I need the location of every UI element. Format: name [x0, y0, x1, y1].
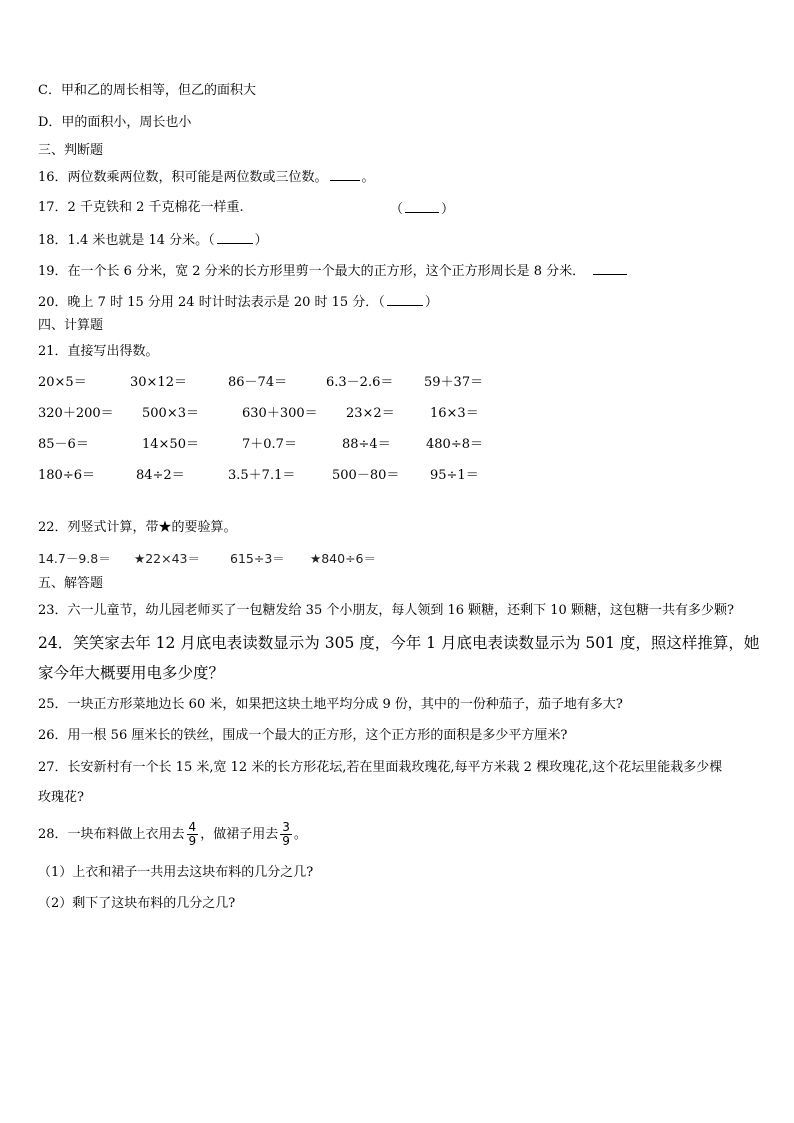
question-27-line1: 27．长安新村有一个长 15 米,宽 12 米的长方形花坛,若在里面栽玫瑰花,每平方米栽 2 棵玫瑰花,这个花坛里能栽多少棵 [38, 760, 723, 775]
question-27-line2: 玫瑰花? [38, 790, 84, 805]
vertical-calc-item: 14.7－9.8＝ [38, 551, 111, 566]
fraction-four-ninths [187, 821, 199, 848]
answer-blank[interactable] [387, 293, 423, 306]
question-16-end: 。 [361, 170, 375, 185]
fraction-numerator: 3 [282, 820, 290, 834]
fraction-denominator: 9 [188, 834, 197, 848]
question-21: 21．直接写出得数。 [38, 344, 159, 359]
paren-open: （ [390, 202, 404, 217]
calc-item: 320＋200＝ [38, 406, 114, 421]
question-26: 26．用一根 56 厘米长的铁丝，围成一个最大的正方形，这个正方形的面积是多少平方厘米? [38, 728, 568, 743]
question-24-line1: 24．笑笑家去年 12 月底电表读数显示为 305 度，今年 1 月底电表读数显示为 501 度，照这样推算，她 [38, 634, 760, 652]
question-28 [38, 820, 307, 850]
calc-item: 30×12＝ [130, 375, 187, 390]
calc-item: 95÷1＝ [430, 468, 479, 483]
vertical-calc-item: 615÷3＝ [230, 551, 285, 566]
calc-row [38, 375, 758, 391]
calc-row [38, 406, 758, 422]
calc-item: 500－80＝ [332, 468, 400, 483]
question-20-text: 20．晚上 7 时 15 分用 24 时计时法表示是 20 时 15 分．（ [38, 295, 385, 310]
question-22: 22．列竖式计算，带★的要验算。 [38, 520, 237, 535]
answer-paren [390, 200, 454, 218]
fraction-denominator: 9 [282, 834, 290, 848]
option-d: D．甲的面积小，周长也小 [38, 115, 192, 130]
calc-item: 85－6＝ [38, 437, 89, 452]
question-23: 23．六一儿童节，幼儿园老师买了一包糖发给 35 个小朋友，每人领到 16 颗糖，还剩下 10 颗糖，这包糖一共有多少颗? [38, 603, 734, 618]
question-16-text: 16．两位数乘两位数，积可能是两位数或三位数。 [38, 170, 328, 185]
question-28-text-b: ，做裙子用去 [200, 827, 279, 842]
question-25: 25．一块正方形菜地边长 60 米，如果把这块土地平均分成 9 份，其中的一份种茄子，茄子地有多大? [38, 697, 623, 712]
question-18-text: 18．1.4 米也就是 14 分米。（ [38, 233, 215, 248]
fraction-numerator: 4 [188, 820, 197, 834]
section-title-judgment: 三、判断题 [38, 143, 104, 158]
calc-item: 59＋37＝ [424, 375, 484, 390]
calc-item: 16×3＝ [430, 406, 479, 421]
calc-row [38, 437, 758, 453]
calc-row [38, 468, 758, 484]
answer-blank[interactable] [593, 262, 627, 275]
question-20 [38, 293, 438, 311]
question-18-end: ） [254, 233, 268, 248]
calc-item: 500×3＝ [142, 406, 199, 421]
question-18 [38, 231, 268, 249]
answer-blank[interactable] [217, 231, 253, 244]
calc-item: 20×5＝ [38, 375, 87, 390]
question-28-sub2: （2）剩下了这块布料的几分之几? [38, 896, 236, 911]
answer-blank[interactable] [330, 168, 360, 181]
calc-item: 84÷2＝ [136, 468, 185, 483]
section-title-word-problems: 五、解答题 [38, 576, 104, 591]
calc-item: 180÷6＝ [38, 468, 95, 483]
paren-close: ） [441, 202, 455, 217]
question-17 [38, 200, 458, 216]
vertical-calc-item: ★840÷6＝ [310, 551, 376, 566]
question-20-end: ） [424, 295, 438, 310]
question-28-text-c: 。 [293, 827, 307, 842]
question-19 [38, 262, 629, 280]
calc-item: 14×50＝ [142, 437, 199, 452]
answer-blank[interactable] [405, 200, 439, 213]
calc-item: 7＋0.7＝ [242, 437, 297, 452]
vertical-calc-item: ★22×43＝ [134, 551, 200, 566]
calc-item: 86－74＝ [228, 375, 288, 390]
calc-item: 88÷4＝ [342, 437, 391, 452]
calc-item: 630＋300＝ [242, 406, 318, 421]
question-28-text-a: 28．一块布料做上衣用去 [38, 827, 185, 842]
question-28-sub1: （1）上衣和裙子一共用去这块布料的几分之几? [38, 865, 314, 880]
question-19-text: 19．在一个长 6 分米，宽 2 分米的长方形里剪一个最大的正方形，这个正方形周长是 8 分米． [38, 264, 586, 279]
question-24-line2: 家今年大概要用电多少度？ [38, 664, 225, 682]
section-title-calculation: 四、计算题 [38, 318, 104, 333]
option-c: C．甲和乙的周长相等，但乙的面积大 [38, 83, 256, 98]
calc-item: 6.3－2.6＝ [326, 375, 394, 390]
fraction-three-ninths [280, 821, 292, 848]
question-16 [38, 168, 375, 186]
calc-item: 3.5＋7.1＝ [228, 468, 296, 483]
question-17-text: 17．2 千克铁和 2 千克棉花一样重. [38, 200, 244, 215]
calc-item: 23×2＝ [346, 406, 395, 421]
calc-item: 480÷8＝ [426, 437, 483, 452]
vertical-calc-row [38, 551, 758, 567]
